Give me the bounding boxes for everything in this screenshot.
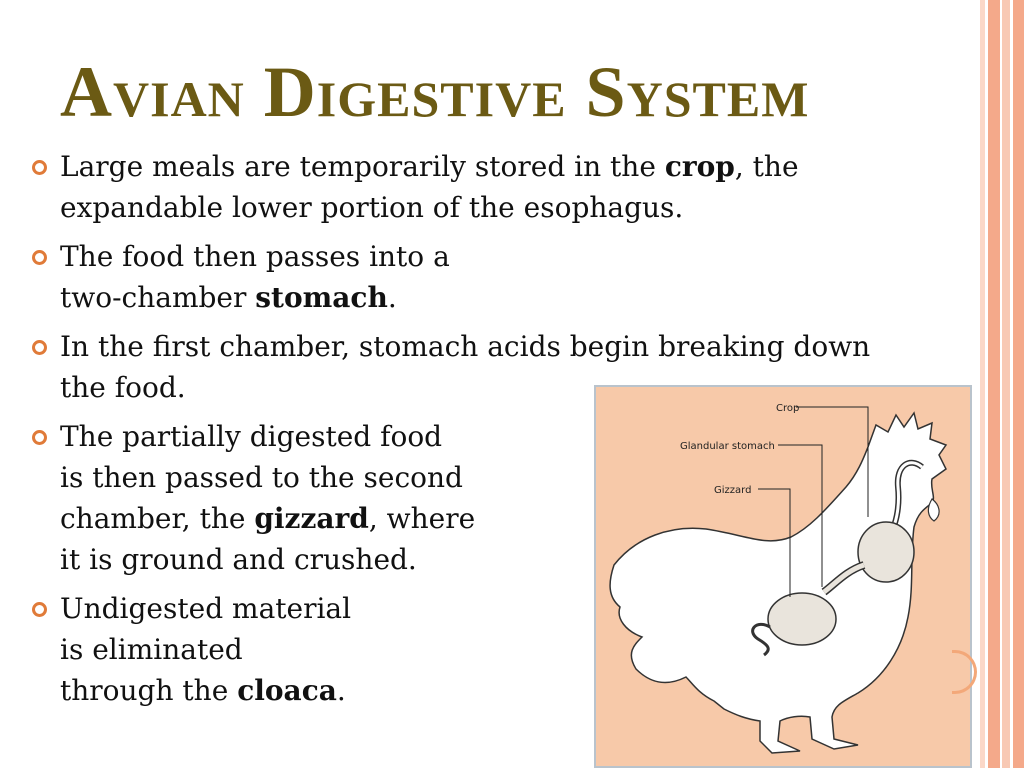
bullet-text: The partially digested food	[60, 420, 443, 453]
bullet-key-term: stomach	[255, 281, 388, 314]
bullet-circle-icon	[32, 430, 47, 445]
bullet-line	[60, 326, 962, 367]
bullet-text: two-chamber	[60, 281, 256, 314]
bullet-key-term: crop	[664, 150, 735, 183]
bullet-item	[32, 146, 962, 228]
bullet-text: expandable lower portion of the esophagus.	[60, 191, 684, 224]
rooster-illustration	[596, 387, 972, 768]
slide-title: Avian Digestive System	[60, 52, 810, 132]
bullet-text: chamber, the	[60, 502, 255, 535]
crop-organ	[858, 522, 914, 582]
bullet-text: it is ground and crushed.	[60, 543, 417, 576]
rooster-silhouette	[610, 413, 946, 753]
bullet-line	[60, 236, 962, 277]
decorative-side-stripes	[980, 0, 1024, 768]
rooster-wattle	[928, 499, 939, 521]
bullet-text: , where	[368, 502, 476, 535]
decorative-arc	[952, 650, 977, 694]
bullet-key-term: cloaca	[237, 674, 337, 707]
bullet-circle-icon	[32, 340, 47, 355]
bullet-key-term: gizzard	[254, 502, 369, 535]
bullet-text: .	[387, 281, 397, 314]
gizzard-organ	[768, 593, 836, 645]
bullet-item	[32, 236, 962, 318]
bullet-text: through the	[60, 674, 238, 707]
bullet-circle-icon	[32, 250, 47, 265]
bullet-circle-icon	[32, 602, 47, 617]
label-glandular-stomach: Glandular stomach	[680, 441, 775, 452]
bullet-text: , the	[734, 150, 799, 183]
bullet-text: the food.	[60, 371, 186, 404]
bullet-line	[60, 277, 962, 318]
bullet-text: is then passed to the second	[60, 461, 463, 494]
bullet-line	[60, 146, 962, 187]
label-crop: Crop	[776, 403, 800, 414]
bullet-text: The food then passes into a	[60, 240, 450, 273]
bullet-text: Undigested material	[60, 592, 352, 625]
bullet-line	[60, 187, 962, 228]
label-gizzard: Gizzard	[714, 485, 752, 496]
bullet-text: .	[336, 674, 346, 707]
bullet-text: In the first chamber, stomach acids begin breaking down	[60, 330, 871, 363]
rooster-digestive-diagram	[594, 385, 972, 768]
bullet-circle-icon	[32, 160, 47, 175]
bullet-text: is eliminated	[60, 633, 243, 666]
bullet-text: Large meals are temporarily stored in the	[60, 150, 665, 183]
